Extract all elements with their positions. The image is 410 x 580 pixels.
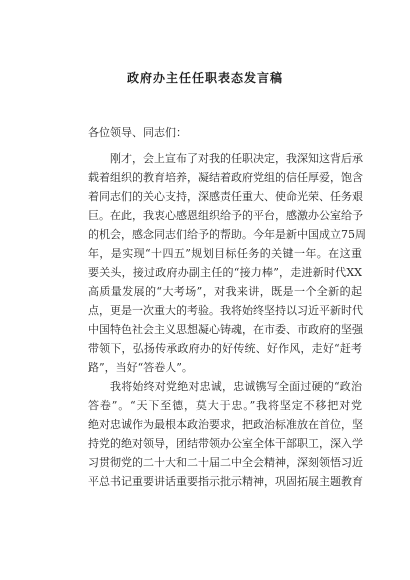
text-line: 要关头，接过政府办副主任的“接力棒”，走进新时代XX [88, 266, 362, 279]
greeting-line: 各位领导、同志们： [88, 126, 187, 139]
text-line: 我将始终对党绝对忠诚，忠诚镌写全面过硬的“政治 [110, 380, 362, 393]
text-line: 巨。在此，我衷心感恩组织给予的平台，感激办公室给予 [88, 209, 363, 222]
text-line: 载着组织的教育培养，凝结着政府党组的信任厚爱，饱含 [88, 171, 363, 184]
text-line: 刚才，会上宣布了对我的任职决定，我深知这背后承 [110, 152, 363, 165]
text-line: 年，是实现“十四五”规划目标任务的关键一年。在这重 [88, 247, 362, 260]
text-line: 平总书记重要讲话重要指示批示精神，巩固拓展主题教育 [88, 475, 363, 488]
text-line: 高质量发展的“大考场”，对我来讲，既是一个全新的起 [88, 285, 362, 298]
text-line: 习贯彻党的二十大和二十届二中全会精神，深刻领悟习近 [88, 456, 363, 469]
text-line: 带领下，弘扬传承政府办的好传统、好作风，走好“赶考 [88, 342, 362, 355]
text-line: 中国特色社会主义思想凝心铸魂，在市委、市政府的坚强 [88, 323, 363, 336]
text-line: 的机会，感念同志们给予的帮助。今年是新中国成立75周 [88, 228, 366, 241]
document-body [88, 149, 366, 491]
text-line: 绝对忠诚作为最根本政治要求，把政治标准放在首位，坚 [88, 418, 363, 431]
text-line: 持党的绝对领导，团结带领办公室全体干部职工，深入学 [88, 437, 363, 450]
document-title: 政府办主任任职表态发言稿 [126, 71, 283, 85]
text-line: 路”，当好“答卷人”。 [88, 361, 193, 374]
text-line: 着同志们的关心支持，深感责任重大、使命光荣、任务艰 [88, 190, 363, 203]
text-line: 答卷”。“天下至德，莫大于忠。”我将坚定不移把对党 [88, 399, 362, 412]
text-line: 点，更是一次重大的考验。我将始终坚持以习近平新时代 [88, 304, 363, 317]
